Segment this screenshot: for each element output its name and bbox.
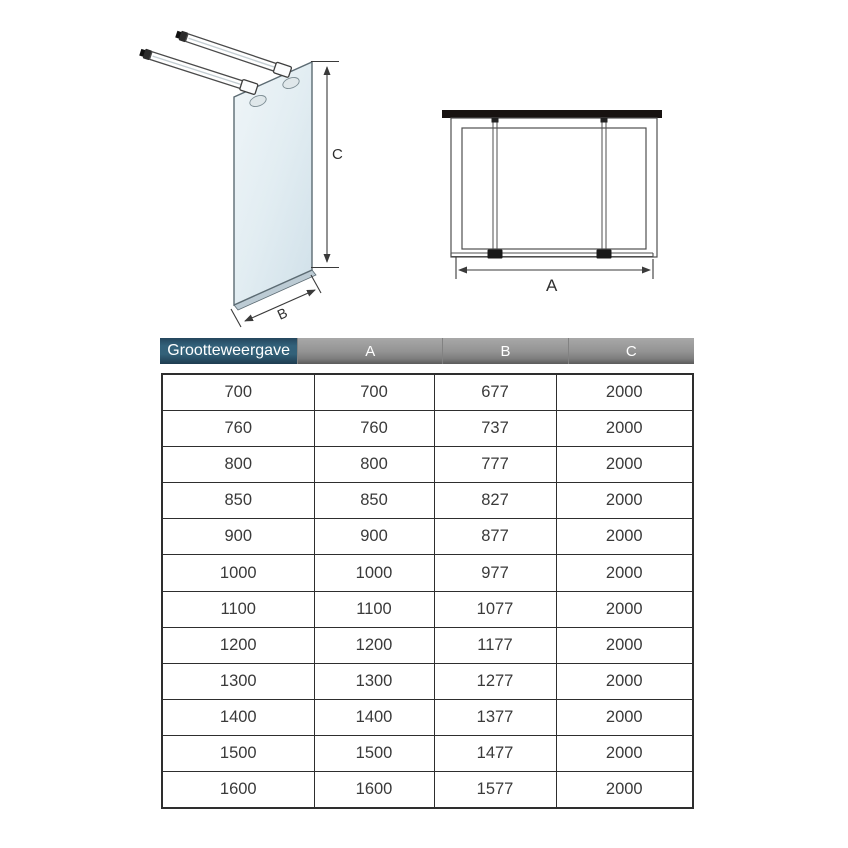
dimension-a-label: A	[546, 276, 558, 295]
table-cell: 2000	[556, 663, 693, 699]
table-row	[162, 591, 693, 627]
table-cell: 1500	[314, 735, 434, 771]
header-col-b: B	[442, 338, 567, 364]
glass-clamp-icon	[488, 250, 503, 259]
table-cell: 1600	[314, 772, 434, 809]
table-row	[162, 735, 693, 771]
extension-line	[311, 275, 321, 293]
table-cell: 2000	[556, 555, 693, 591]
table-row	[162, 627, 693, 663]
table-cell: 800	[314, 447, 434, 483]
table-cell: 677	[434, 374, 556, 411]
table-cell: 1400	[162, 699, 314, 735]
table-cell: 1600	[162, 772, 314, 809]
inner-outline	[462, 128, 646, 249]
table-cell: 1500	[162, 735, 314, 771]
table-cell: 1300	[314, 663, 434, 699]
dimension-b-label: B	[274, 304, 290, 323]
table-cell: 1100	[162, 591, 314, 627]
table-cell: 760	[162, 411, 314, 447]
table-cell: 977	[434, 555, 556, 591]
table-cell: 1477	[434, 735, 556, 771]
table-cell: 1000	[162, 555, 314, 591]
wall-profile-bar	[442, 110, 662, 118]
table-cell: 1100	[314, 591, 434, 627]
table-cell: 1077	[434, 591, 556, 627]
table-cell: 850	[314, 483, 434, 519]
table-cell: 850	[162, 483, 314, 519]
table-cell: 737	[434, 411, 556, 447]
dimension-c	[311, 62, 339, 268]
table-cell: 777	[434, 447, 556, 483]
table-cell: 700	[314, 374, 434, 411]
table-cell: 1377	[434, 699, 556, 735]
side-view-diagram	[139, 29, 343, 327]
size-table	[161, 373, 694, 809]
table-row	[162, 772, 693, 809]
table-cell: 2000	[556, 519, 693, 555]
header-col-c: C	[568, 338, 694, 364]
top-view-diagram	[442, 110, 662, 295]
table-cell: 1400	[314, 699, 434, 735]
table-cell: 2000	[556, 591, 693, 627]
table-cell: 2000	[556, 374, 693, 411]
header-size-label: Grootteweergave	[160, 338, 297, 364]
table-cell: 2000	[556, 411, 693, 447]
table-cell: 1200	[162, 627, 314, 663]
table-row	[162, 519, 693, 555]
table-cell: 1177	[434, 627, 556, 663]
table-cell: 700	[162, 374, 314, 411]
table-cell: 1000	[314, 555, 434, 591]
table-cell: 900	[314, 519, 434, 555]
glass-clamp-icon	[273, 62, 292, 78]
table-row	[162, 663, 693, 699]
shower-panel-diagrams	[0, 0, 848, 335]
table-cell: 760	[314, 411, 434, 447]
table-cell: 2000	[556, 483, 693, 519]
glass-clamp-icon	[597, 250, 612, 259]
table-cell: 1300	[162, 663, 314, 699]
table-cell: 2000	[556, 699, 693, 735]
size-table-rows	[162, 374, 693, 808]
bar-tube-highlight	[189, 38, 276, 67]
table-row	[162, 411, 693, 447]
table-row	[162, 699, 693, 735]
table-row	[162, 483, 693, 519]
table-cell: 1277	[434, 663, 556, 699]
glass-clamp-icon	[240, 79, 259, 94]
table-row	[162, 555, 693, 591]
table-cell: 1200	[314, 627, 434, 663]
table-cell: 827	[434, 483, 556, 519]
table-cell: 900	[162, 519, 314, 555]
header-col-a: A	[297, 338, 442, 364]
table-cell: 2000	[556, 735, 693, 771]
table-cell: 2000	[556, 627, 693, 663]
bar-tube-highlight	[153, 56, 243, 85]
bar-wall-tab-icon	[492, 118, 499, 123]
bar-wall-tab-icon	[601, 118, 608, 123]
table-cell: 2000	[556, 772, 693, 809]
table-cell: 1577	[434, 772, 556, 809]
size-table-header	[160, 338, 694, 364]
table-row	[162, 374, 693, 411]
table-cell: 877	[434, 519, 556, 555]
table-cell: 800	[162, 447, 314, 483]
extension-line	[231, 309, 241, 327]
dimension-c-label: C	[332, 146, 343, 163]
glass-panel	[234, 62, 312, 305]
table-cell: 2000	[556, 447, 693, 483]
table-row	[162, 447, 693, 483]
